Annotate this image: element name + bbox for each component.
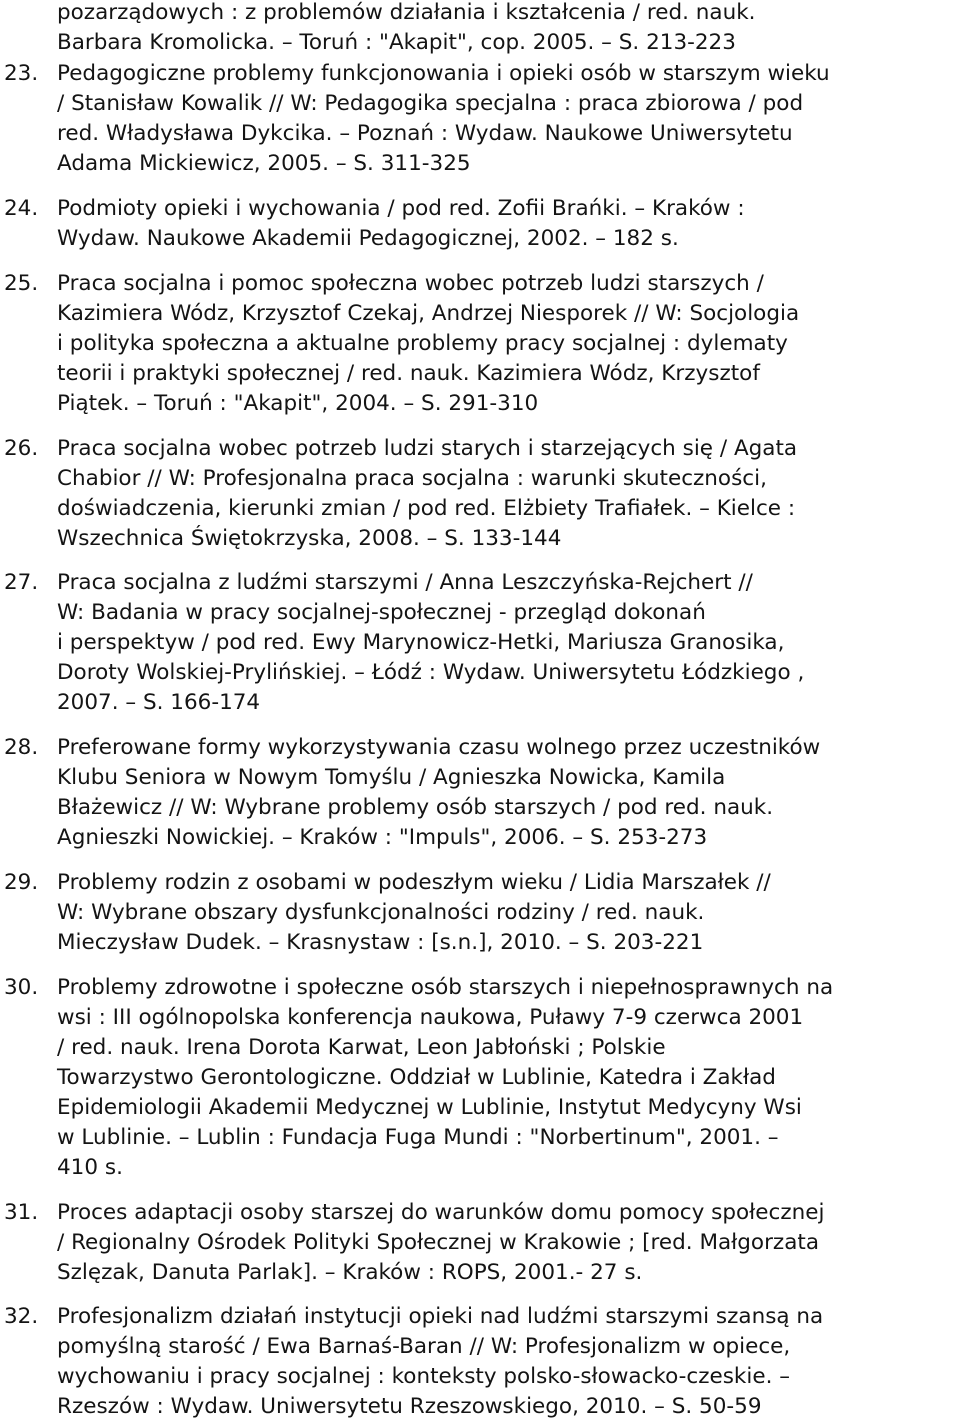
entry-line: Adama Mickiewicz, 2005. – S. 311-325 xyxy=(57,151,471,176)
entry-line: doświadczenia, kierunki zmian / pod red. Elżbiety Trafiałek. – Kielce : xyxy=(57,496,796,521)
entry-number: 28. xyxy=(4,735,39,760)
entry-number: 32. xyxy=(4,1304,39,1329)
entry-line: i polityka społeczna a aktualne problemy pracy socjalnej : dylematy xyxy=(57,331,788,356)
entry-line: red. Władysława Dykcika. – Poznań : Wydaw. Naukowe Uniwersytetu xyxy=(57,121,793,146)
entry-number: 30. xyxy=(4,975,39,1000)
entry-line: wsi : III ogólnopolska konferencja naukowa, Puławy 7-9 czerwca 2001 xyxy=(57,1005,804,1030)
entry-line: w Lublinie. – Lublin : Fundacja Fuga Mundi : "Norbertinum", 2001. – xyxy=(57,1125,779,1150)
entry-line: wychowaniu i pracy socjalnej : konteksty polsko-słowacko-czeskie. – xyxy=(57,1364,790,1389)
entry-line: Mieczysław Dudek. – Krasnystaw : [s.n.], 2010. – S. 203-221 xyxy=(57,930,704,955)
entry-line: Preferowane formy wykorzystywania czasu wolnego przez uczestników xyxy=(57,735,821,760)
entry-line: Błażewicz // W: Wybrane problemy osób starszych / pod red. nauk. xyxy=(57,795,774,820)
entry-line: 2007. – S. 166-174 xyxy=(57,690,261,715)
entry-line: Wydaw. Naukowe Akademii Pedagogicznej, 2002. – 182 s. xyxy=(57,226,679,251)
entry-line: Praca socjalna i pomoc społeczna wobec potrzeb ludzi starszych / xyxy=(57,271,764,296)
entry-line: Barbara Kromolicka. – Toruń : "Akapit", cop. 2005. – S. 213-223 xyxy=(57,30,736,55)
entry-line: i perspektyw / pod red. Ewy Marynowicz-Hetki, Mariusza Granosika, xyxy=(57,630,785,655)
entry-line: Szlęzak, Danuta Parlak]. – Kraków : ROPS, 2001.- 27 s. xyxy=(57,1260,643,1285)
entry-number: 29. xyxy=(4,870,39,895)
entry-number: 27. xyxy=(4,570,39,595)
entry-line: / Stanisław Kowalik // W: Pedagogika specjalna : praca zbiorowa / pod xyxy=(57,91,804,116)
entry-line: 410 s. xyxy=(57,1155,123,1180)
entry-line: Problemy zdrowotne i społeczne osób starszych i niepełnosprawnych na xyxy=(57,975,834,1000)
entry-number: 24. xyxy=(4,196,39,221)
entry-line: pomyślną starość / Ewa Barnaś-Baran // W: Profesjonalizm w opiece, xyxy=(57,1334,791,1359)
entry-line: Piątek. – Toruń : "Akapit", 2004. – S. 291-310 xyxy=(57,391,539,416)
entry-line: Agnieszki Nowickiej. – Kraków : "Impuls", 2006. – S. 253-273 xyxy=(57,825,708,850)
entry-line: Klubu Seniora w Nowym Tomyślu / Agnieszka Nowicka, Kamila xyxy=(57,765,726,790)
entry-number: 26. xyxy=(4,436,39,461)
entry-number: 25. xyxy=(4,271,39,296)
entry-number: 31. xyxy=(4,1200,39,1225)
entry-line: Podmioty opieki i wychowania / pod red. Zofii Brańki. – Kraków : xyxy=(57,196,745,221)
entry-line: Rzeszów : Wydaw. Uniwersytetu Rzeszowskiego, 2010. – S. 50-59 xyxy=(57,1394,762,1419)
entry-line: Kazimiera Wódz, Krzysztof Czekaj, Andrzej Niesporek // W: Socjologia xyxy=(57,301,800,326)
entry-line: Proces adaptacji osoby starszej do warunków domu pomocy społecznej xyxy=(57,1200,825,1225)
entry-line: Profesjonalizm działań instytucji opieki nad ludźmi starszymi szansą na xyxy=(57,1304,824,1329)
entry-line: Doroty Wolskiej-Prylińskiej. – Łódź : Wydaw. Uniwersytetu Łódzkiego , xyxy=(57,660,805,685)
entry-line: / Regionalny Ośrodek Polityki Społecznej w Krakowie ; [red. Małgorzata xyxy=(57,1230,819,1255)
entry-line: W: Badania w pracy socjalnej-społecznej - przegląd dokonań xyxy=(57,600,706,625)
entry-line: Pedagogiczne problemy funkcjonowania i opieki osób w starszym wieku xyxy=(57,61,830,86)
entry-line: Chabior // W: Profesjonalna praca socjalna : warunki skuteczności, xyxy=(57,466,767,491)
entry-line: teorii i praktyki społecznej / red. nauk. Kazimiera Wódz, Krzysztof xyxy=(57,361,760,386)
entry-line: Praca socjalna z ludźmi starszymi / Anna Leszczyńska-Rejchert // xyxy=(57,570,753,595)
entry-line: pozarządowych : z problemów działania i kształcenia / red. nauk. xyxy=(57,0,756,25)
entry-number: 23. xyxy=(4,61,39,86)
entry-line: Towarzystwo Gerontologiczne. Oddział w Lublinie, Katedra i Zakład xyxy=(57,1065,776,1090)
entry-line: Problemy rodzin z osobami w podeszłym wieku / Lidia Marszałek // xyxy=(57,870,771,895)
entry-line: / red. nauk. Irena Dorota Karwat, Leon Jabłoński ; Polskie xyxy=(57,1035,666,1060)
entry-line: Wszechnica Świętokrzyska, 2008. – S. 133-144 xyxy=(57,526,562,551)
entry-line: Epidemiologii Akademii Medycznej w Lublinie, Instytut Medycyny Wsi xyxy=(57,1095,802,1120)
entry-line: Praca socjalna wobec potrzeb ludzi starych i starzejących się / Agata xyxy=(57,436,798,461)
entry-line: W: Wybrane obszary dysfunkcjonalności rodziny / red. nauk. xyxy=(57,900,705,925)
